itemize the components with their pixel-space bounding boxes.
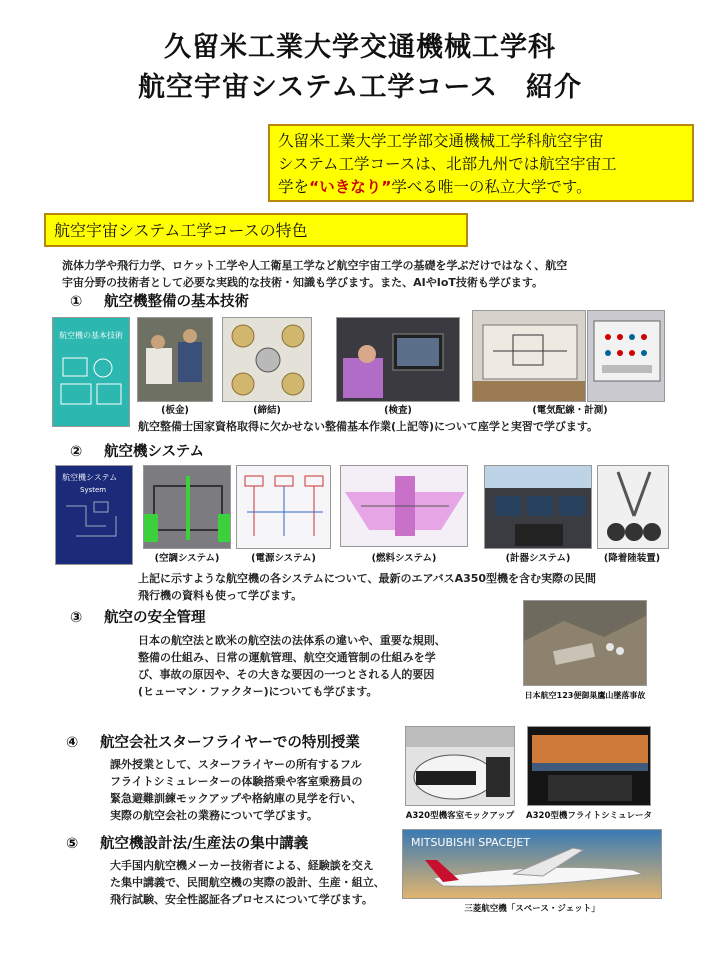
section4-title: 航空会社スターフライヤーでの特別授業 [100,735,360,751]
section5-line1: 大手国内航空機メーカー技術者による、経験談を交え [110,859,374,872]
section1-description: 航空整備士国家資格取得に欠かせない整備基本作業(上記等)について座学と実習で学びます。 [138,420,598,433]
section2-title: 航空機システム [104,444,205,460]
section4-heading [66,733,360,753]
feature-heading: 航空宇宙システム工学コースの特色 [44,213,468,247]
photo-sheet-metal [137,317,213,402]
caption-inspection: (検査) [384,405,412,416]
photo-measurement-panel [587,310,665,402]
section2-description [138,570,678,604]
section2-heading [70,442,204,462]
section1-number: ① [70,294,83,310]
intro-box [268,124,694,202]
section4-line3: 緊急避難訓練モックアップや格納庫の見学を行い、 [110,792,362,805]
section5-line2: た集中講義で、民間航空機の実際の設計、生産・組立、 [110,876,385,889]
section4-line4: 実際の航空会社の業務について学びます。 [110,809,318,822]
photo-cockpit [484,465,592,549]
caption-air-conditioning: (空調システム) [154,553,220,564]
photo-landing-gear [597,465,669,549]
caption-flight-simulator: A320型機フライトシミュレータ [526,811,652,821]
photo-spacejet [402,829,662,899]
spacejet-label: MITSUBISHI SPACEJET [411,836,531,849]
section2-desc-line1: 上記に示すような航空機の各システムについて、最新のエアバスA350型機を含む実際の民間 [138,572,597,585]
caption-spacejet: 三菱航空機「スペース・ジェット」 [464,904,600,914]
section3-description [138,632,518,700]
section3-line1: 日本の航空法と欧米の航空法の法体系の違いや、重要な規則、 [138,634,446,647]
intro-emphasis: “いきなり” [309,178,392,196]
photo-jal123-crash-site [523,600,647,686]
diagram-electrical [236,465,331,549]
section1-title: 航空機整備の基本技術 [104,294,249,310]
section5-description [110,857,420,908]
diagram-air-conditioning [143,465,231,549]
caption-fastening: (締結) [253,405,281,416]
section4-line1: 課外授業として、スターフライヤーの所有するフル [110,758,362,771]
section2-number: ② [70,444,83,460]
section1-heading [70,292,249,312]
section4-number: ④ [66,735,79,751]
section3-line3: び、事故の原因や、その大きな要因の一つとされる人的要因 [138,668,435,681]
section5-line3: 飛行試験、安全性認証各プロセスについて学びます。 [110,893,373,906]
section3-heading [70,608,206,628]
section4-line2: フライトシミュレーターの体験搭乗や客室乗務員の [110,775,363,788]
intro-line2: システム工学コースは、北部九州では航空宇宙工 [278,155,617,173]
caption-wiring: (電気配線・計測) [532,405,608,416]
page-title-line2: 航空宇宙システム工学コース 紹介 [138,72,582,103]
overview-text [62,257,682,291]
photo-inspection [336,317,460,402]
caption-sheet-metal: (板金) [161,405,189,416]
photo-flight-simulator [527,726,651,806]
section2-desc-line2: 飛行機の資料も使って学びます。 [138,589,303,602]
section3-title: 航空の安全管理 [104,610,206,626]
caption-cabin-mockup: A320型機客室モックアップ [405,811,515,821]
section3-number: ③ [70,610,83,626]
book-subtitle-systems: System [80,486,107,494]
photo-wiring-board [472,310,586,402]
page-title-line1: 久留米工業大学交通機械工学科 [164,32,556,63]
caption-fuel: (燃料システム) [371,553,437,564]
section5-title: 航空機設計法/生産法の集中講義 [100,836,309,852]
photo-cabin-mockup [405,726,515,806]
section5-number: ⑤ [66,836,79,852]
intro-line3-pre: 学を [278,178,310,196]
intro-line3-post: 学べる唯一の私立大学です。 [391,178,592,196]
caption-instruments: (計器システム) [505,553,571,564]
section3-line2: 整備の仕組み、日常の運航管理、航空交通管制の仕組みを学 [138,651,436,664]
section3-line4: (ヒューマン・ファクター)についても学びます。 [138,685,378,698]
book-cover-systems [55,465,133,565]
book-title-systems: 航空機システム [62,473,118,482]
book-cover-maintenance [52,317,130,427]
section4-description [110,756,410,824]
diagram-fuel [340,465,468,547]
section5-heading [66,834,308,854]
intro-line1: 久留米工業大学工学部交通機械工学科航空宇宙 [278,132,604,150]
book-title-maintenance: 航空機の基本技術 [59,331,123,340]
caption-landing-gear: (降着陸装置) [603,553,661,564]
overview-line2: 宇宙分野の技術者として必要な実践的な技術・知識も学びます。また、AIやIoT技術も学びます。 [62,276,543,289]
caption-jal123: 日本航空123便御巣鷹山墜落事故 [524,691,646,700]
photo-fastening [222,317,312,402]
caption-electrical: (電源システム) [251,553,316,564]
overview-line1: 流体力学や飛行力学、ロケット工学や人工衛星工学など航空宇宙工学の基礎を学ぶだけではなく、航空 [62,259,568,272]
intro-line3 [278,176,684,199]
